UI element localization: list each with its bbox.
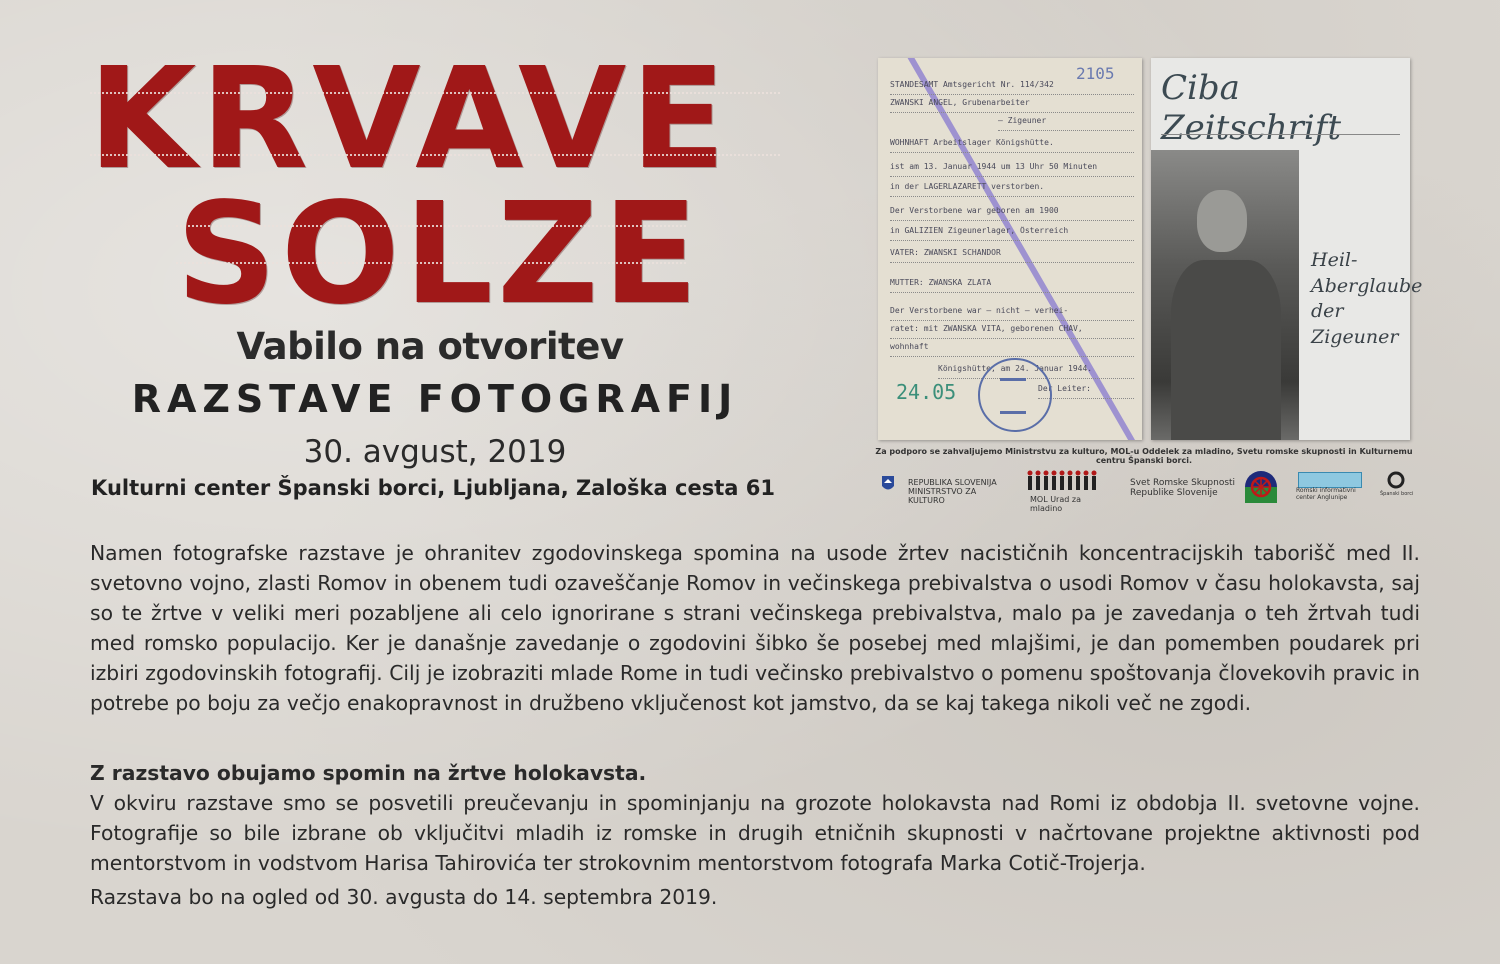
eagle-stamp-icon xyxy=(978,358,1052,432)
invitation-subtitle: Vabilo na otvoritev xyxy=(236,325,624,368)
logo-ministry xyxy=(880,470,1000,504)
logo-mol-sub: MOL Urad za mladino xyxy=(1030,495,1081,514)
event-venue: Kulturni center Španski borci, Ljubljana, Zaloška cesta 61 xyxy=(91,476,775,500)
sponsor-logos xyxy=(880,470,1414,514)
certificate-number: 2105 xyxy=(1076,64,1115,83)
logo-spanski-sub: Španski borci xyxy=(1380,491,1414,497)
wheel-icon xyxy=(1244,470,1278,504)
coat-of-arms-icon xyxy=(880,474,896,494)
headline-line: der xyxy=(1311,300,1344,323)
doc-line: Der Leiter: xyxy=(1038,384,1134,399)
logo-ric-sub: Romski informativni center Anglunipe xyxy=(1296,487,1356,501)
event-date: 30. avgust, 2019 xyxy=(303,434,567,470)
doc-line: wohnhaft xyxy=(890,342,1134,357)
intro-paragraph: Namen fotografske razstave je ohranitev zgodovinskega spomina na usode žrtev nacističnih koncentracijskih taborišč med II. svetovno vojno, zlasti Romov in obenem tudi ozaveščanje Romov in večinskega prebivalstva o usodi Romov v času holokavsta, saj so te žrtve v veliki meri pozabljene ali celo ignorirane s strani večinskega prebivalstva, malo pa je zavedanja o teh žrtvah tudi med romsko populacijo. Ker je današnje zavedanje o zgodovini šibko še posebej med mlajšimi, je dan pomemben poudarek pri izbiri zgodovinskih fotografij. Cilj je izobraziti mlade Rome in tudi večinsko prebivalstvo o pomenu spoštovanja človekovih pravic in potrebe po boju za večjo enakopravnost in družbeno vključenost kot jamstvo, da se kaj takega nikoli več ne zgodi. xyxy=(90,541,1420,715)
logo-spanski-borci xyxy=(1380,470,1414,504)
logo-wheel xyxy=(1244,470,1278,504)
barbed-wire-1 xyxy=(90,92,780,94)
figures-icon xyxy=(1026,470,1106,492)
logo-mol xyxy=(1026,470,1106,514)
headline-line: Zigeuner xyxy=(1311,325,1399,348)
barbed-wire-2 xyxy=(90,154,780,156)
doc-line: ist am 13. Januar 1944 um 13 Uhr 50 Minuten xyxy=(890,162,1134,177)
title-line-2: SOLZE xyxy=(176,173,703,336)
doc-line: VATER: ZWANSKI SCHANDOR xyxy=(890,248,1134,263)
ring-icon xyxy=(1386,470,1406,490)
doc-line: ratet: mit ZWANSKA VITA, geborenen CHAV, xyxy=(890,324,1134,339)
doc-line: Königshütte, am 24. Januar 1944. xyxy=(938,364,1134,379)
doc-line: Der Verstorbene war — nicht — verhei- xyxy=(890,306,1134,321)
magazine-cover-photo xyxy=(1151,58,1423,440)
barbed-wire-4 xyxy=(176,262,686,264)
sponsors-thanks: Za podporo se zahvaljujemo Ministrstvu za kulturo, MOL-u Oddelek za mladino, Svetu romske skupnosti in Kulturnemu centru Španski borci. xyxy=(875,447,1413,465)
doc-line: in GALIZIEN Zigeunerlager, Österreich xyxy=(890,226,1134,241)
doc-line: in der LAGERLAZARETT verstorben. xyxy=(890,182,1134,197)
logo-ric xyxy=(1296,470,1362,504)
magazine-rule xyxy=(1161,134,1400,135)
doc-line: Der Verstorbene war geboren am 1900 xyxy=(890,206,1134,221)
magazine-headline xyxy=(1311,248,1422,351)
headline-line: Aberglaube xyxy=(1311,274,1423,297)
death-certificate-photo xyxy=(878,58,1142,440)
dates-paragraph: Razstava bo na ogled od 30. avgusta do 14. septembra 2019. xyxy=(90,885,718,909)
title-line-1: KRVAVE xyxy=(88,38,730,201)
doc-line: MUTTER: ZWANSKA ZLATA xyxy=(890,278,1134,293)
logo-svet-name: Svet Romske Skupnosti xyxy=(1130,478,1236,488)
logo-ministry-name: REPUBLIKA SLOVENIJA xyxy=(908,478,997,487)
stamp-number: 24.05 xyxy=(896,380,957,404)
commemoration-heading: Z razstavo obujamo spomin na žrtve holokavsta. xyxy=(90,761,647,785)
logo-svet-sub: Republike Slovenije xyxy=(1130,488,1218,499)
logo-svet xyxy=(1130,470,1240,504)
barbed-wire-3 xyxy=(176,225,686,227)
headline-line: Heil- xyxy=(1311,249,1358,271)
doc-line: — Zigeuner xyxy=(998,116,1134,131)
doc-line: ZWANSKI ANGEL, Grubenarbeiter xyxy=(890,98,1134,113)
portrait-photo xyxy=(1151,150,1299,440)
doc-line: WOHNHAFT Arbeitslager Königshütte. xyxy=(890,138,1134,153)
project-paragraph: V okviru razstave smo se posvetili preučevanju in spominjanju na grozote holokavsta nad Romi iz obdobja II. svetovne vojne. Fotografije so bile izbrane ob vključitvi mladih iz romske in drugih etničnih skupnosti v načrtovane projektne aktivnosti pod mentorstvom in vodstvom Harisa Tahirovića ter strokovnim mentorstvom fotografa Marka Cotič-Trojerja. xyxy=(90,791,1420,875)
magazine-title: Ciba Zeitschrift xyxy=(1161,68,1342,148)
logo-ministry-sub: MINISTRSTVO ZA KULTURO xyxy=(908,487,977,506)
ric-banner xyxy=(1298,472,1362,488)
exhibition-subtitle: RAZSTAVE FOTOGRAFIJ xyxy=(131,377,739,421)
doc-line: STANDESAMT Amtsgericht Nr. 114/342 xyxy=(890,80,1134,95)
